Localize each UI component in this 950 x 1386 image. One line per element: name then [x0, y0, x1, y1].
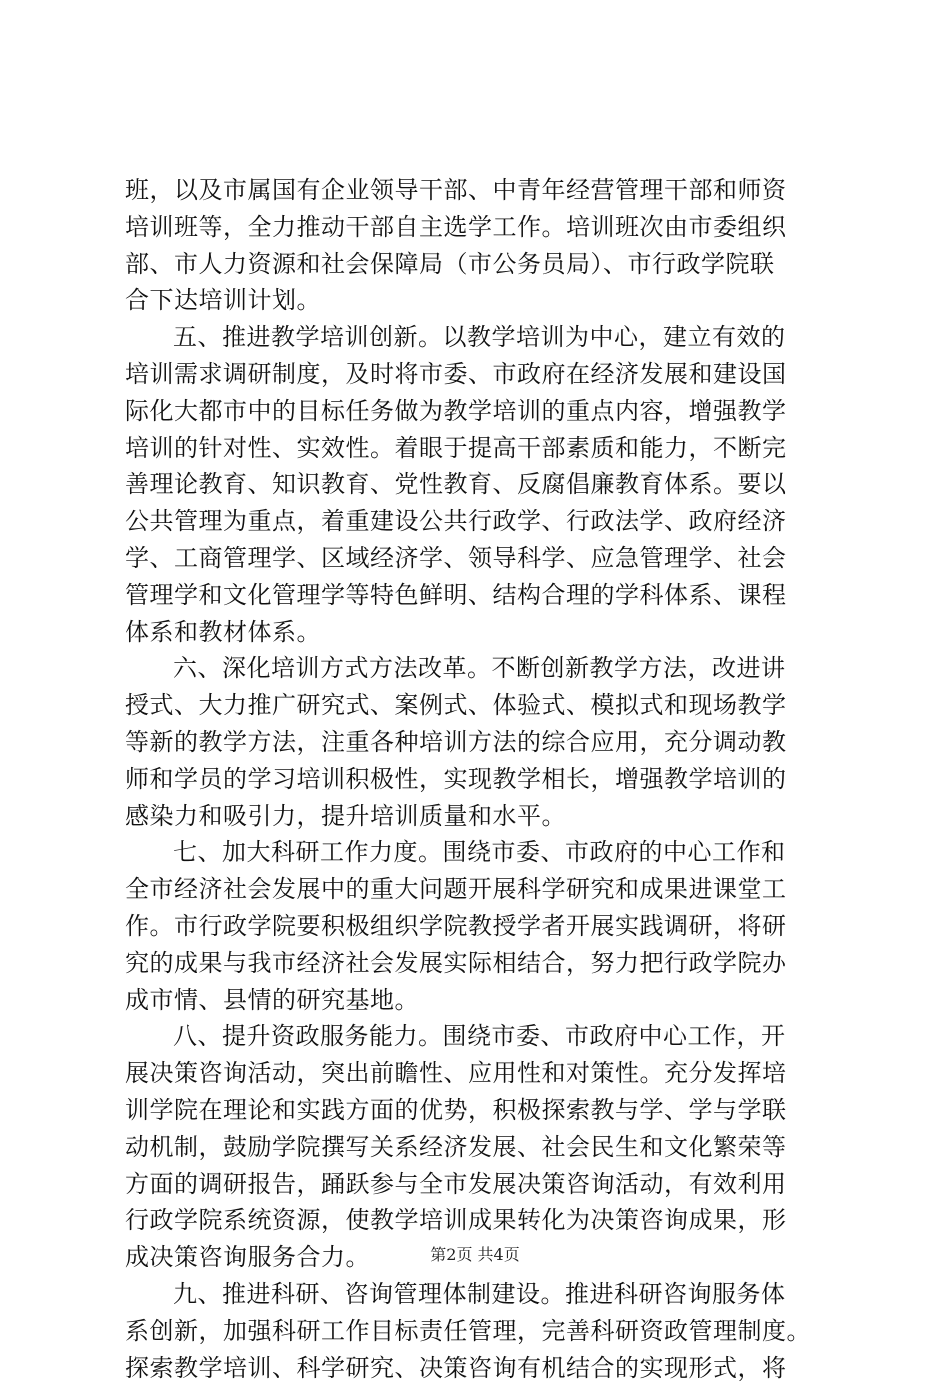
text-line: 方面的调研报告，踊跃参与全市发展决策咨询活动，有效利用 [125, 1166, 837, 1203]
paragraph [125, 172, 837, 319]
text-line: 公共管理为重点，着重建设公共行政学、行政法学、政府经济 [125, 503, 837, 540]
text-line: 体系和教材体系。 [125, 614, 837, 651]
page-footer: 第2页 共4页 [0, 1242, 950, 1265]
text-line: 动机制，鼓励学院撰写关系经济发展、社会民生和文化繁荣等 [125, 1129, 837, 1166]
text-line: 学、工商管理学、区域经济学、领导科学、应急管理学、社会 [125, 540, 837, 577]
text-line: 合下达培训计划。 [125, 282, 837, 319]
paragraph [125, 650, 837, 834]
text-line: 六、深化培训方式方法改革。不断创新教学方法，改进讲 [125, 650, 837, 687]
text-line: 成决策咨询服务合力。 [125, 1239, 837, 1276]
text-line: 培训的针对性、实效性。着眼于提高干部素质和能力，不断完 [125, 430, 837, 467]
paragraph [125, 1276, 837, 1386]
text-line: 培训需求调研制度，及时将市委、市政府在经济发展和建设国 [125, 356, 837, 393]
text-line: 五、推进教学培训创新。以教学培训为中心，建立有效的 [125, 319, 837, 356]
text-line: 师和学员的学习培训积极性，实现教学相长，增强教学培训的 [125, 761, 837, 798]
text-line: 管理学和文化管理学等特色鲜明、结构合理的学科体系、课程 [125, 577, 837, 614]
paragraph [125, 834, 837, 1018]
text-line: 究的成果与我市经济社会发展实际相结合，努力把行政学院办 [125, 945, 837, 982]
text-line: 八、提升资政服务能力。围绕市委、市政府中心工作，开 [125, 1018, 837, 1055]
text-line: 善理论教育、知识教育、党性教育、反腐倡廉教育体系。要以 [125, 466, 837, 503]
text-line: 部、市人力资源和社会保障局（市公务员局）、市行政学院联 [125, 246, 837, 283]
text-line: 七、加大科研工作力度。围绕市委、市政府的中心工作和 [125, 834, 837, 871]
text-line: 授式、大力推广研究式、案例式、体验式、模拟式和现场教学 [125, 687, 837, 724]
text-line: 班，以及市属国有企业领导干部、中青年经营管理干部和师资 [125, 172, 837, 209]
text-line: 展决策咨询活动，突出前瞻性、应用性和对策性。充分发挥培 [125, 1055, 837, 1092]
document-body [125, 172, 837, 1386]
text-line: 作。市行政学院要积极组织学院教授学者开展实践调研，将研 [125, 908, 837, 945]
text-line: 系创新，加强科研工作目标责任管理，完善科研资政管理制度。 [125, 1313, 837, 1350]
text-line: 感染力和吸引力，提升培训质量和水平。 [125, 798, 837, 835]
paragraph [125, 1018, 837, 1276]
text-line: 等新的教学方法，注重各种培训方法的综合应用，充分调动教 [125, 724, 837, 761]
text-line: 培训班等，全力推动干部自主选学工作。培训班次由市委组织 [125, 209, 837, 246]
paragraph [125, 319, 837, 650]
text-line: 际化大都市中的目标任务做为教学培训的重点内容，增强教学 [125, 393, 837, 430]
text-line: 全市经济社会发展中的重大问题开展科学研究和成果进课堂工 [125, 871, 837, 908]
text-line: 行政学院系统资源，使教学培训成果转化为决策咨询成果，形 [125, 1202, 837, 1239]
text-line: 探索教学培训、科学研究、决策咨询有机结合的实现形式，将 [125, 1350, 837, 1386]
text-line: 九、推进科研、咨询管理体制建设。推进科研咨询服务体 [125, 1276, 837, 1313]
text-line: 训学院在理论和实践方面的优势，积极探索教与学、学与学联 [125, 1092, 837, 1129]
text-line: 成市情、县情的研究基地。 [125, 982, 837, 1019]
